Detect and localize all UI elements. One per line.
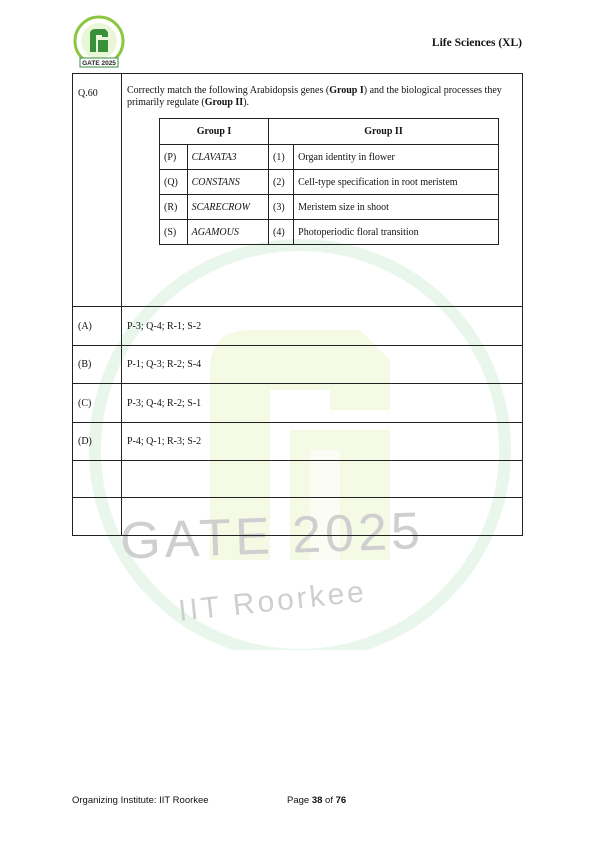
option-row-d[interactable] xyxy=(73,423,523,461)
gate-logo-icon xyxy=(68,14,130,72)
option-row-a[interactable] xyxy=(73,307,523,346)
option-label: (B) xyxy=(73,346,122,384)
option-text: P-3; Q-4; R-1; S-2 xyxy=(122,307,523,346)
option-label: (A) xyxy=(73,307,122,346)
empty-row xyxy=(73,461,523,498)
option-text: P-1; Q-3; R-2; S-4 xyxy=(122,346,523,384)
option-text: P-4; Q-1; R-3; S-2 xyxy=(122,423,523,461)
question-body xyxy=(122,74,523,307)
row-label-1: (1) xyxy=(269,145,294,170)
watermark-subtitle: IIT Roorkee xyxy=(176,575,369,628)
process-name: Photoperiodic floral transition xyxy=(294,220,499,245)
watermark-title: GATE 2025 xyxy=(119,502,425,571)
subject-title: Life Sciences (XL) xyxy=(431,37,522,49)
group2-header: Group II xyxy=(269,119,499,145)
option-text: P-3; Q-4; R-2; S-1 xyxy=(122,384,523,423)
option-label: (D) xyxy=(73,423,122,461)
match-row xyxy=(160,170,499,195)
question-prompt: Correctly match the following Arabidopsis genes (Group I) and the biological processes they primarily regulate (Group II). xyxy=(127,85,502,108)
question-table xyxy=(72,73,523,536)
row-label-s: (S) xyxy=(160,220,188,245)
process-name: Organ identity in flower xyxy=(294,145,499,170)
footer-page-number: Page 38 of 76 xyxy=(287,795,347,806)
empty-row xyxy=(73,498,523,536)
option-row-b[interactable] xyxy=(73,346,523,384)
process-name: Cell-type specification in root meristem xyxy=(294,170,499,195)
option-row-c[interactable] xyxy=(73,384,523,423)
logo-text: GATE 2025 xyxy=(82,60,116,67)
question-number: Q.60 xyxy=(73,74,122,307)
row-label-r: (R) xyxy=(160,195,188,220)
row-label-4: (4) xyxy=(269,220,294,245)
gene-name: CLAVATA3 xyxy=(187,145,268,170)
gene-name: SCARECROW xyxy=(187,195,268,220)
match-row xyxy=(160,220,499,245)
footer-institute: Organizing Institute: IIT Roorkee xyxy=(72,795,209,806)
gene-name: CONSTANS xyxy=(187,170,268,195)
option-label: (C) xyxy=(73,384,122,423)
match-table xyxy=(159,118,499,245)
match-row xyxy=(160,145,499,170)
row-label-3: (3) xyxy=(269,195,294,220)
row-label-q: (Q) xyxy=(160,170,188,195)
process-name: Meristem size in shoot xyxy=(294,195,499,220)
match-row xyxy=(160,195,499,220)
gene-name: AGAMOUS xyxy=(187,220,268,245)
group1-header: Group I xyxy=(160,119,269,145)
row-label-p: (P) xyxy=(160,145,188,170)
row-label-2: (2) xyxy=(269,170,294,195)
